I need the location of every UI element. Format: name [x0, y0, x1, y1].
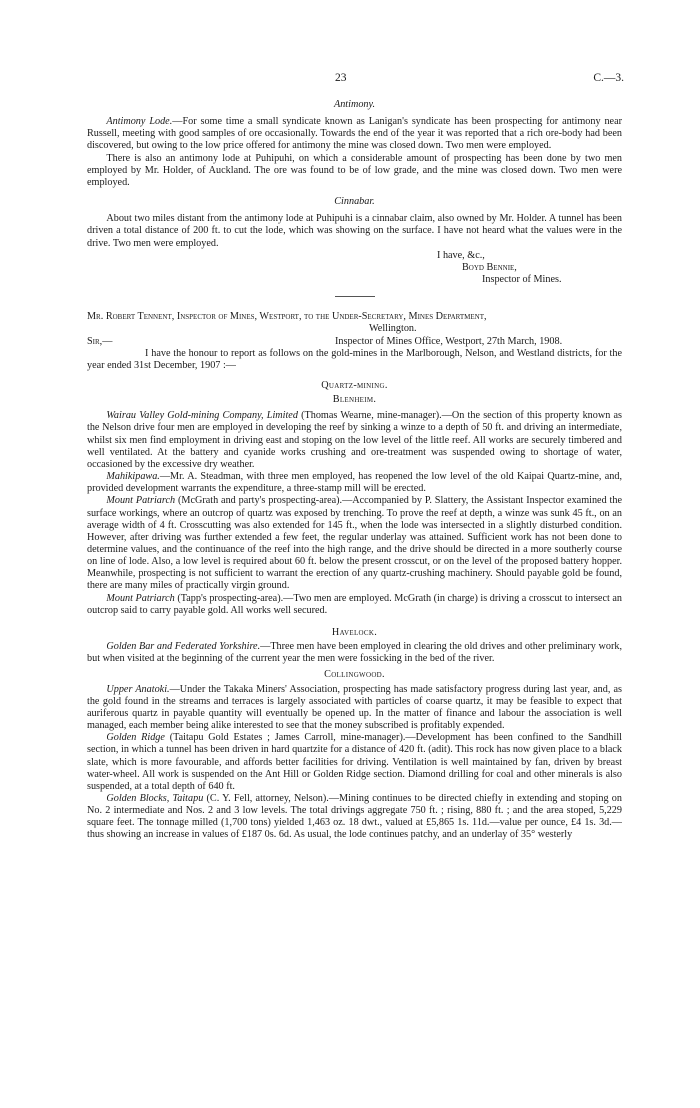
- letter-from-line-2: Wellington.: [369, 323, 417, 335]
- section-heading-antimony: Antimony.: [333, 99, 376, 110]
- paragraph-upper-anatoki: [87, 684, 622, 733]
- letter-from-line: Mr. Robert Tennent, Inspector of Mines, Westport, to the Under-Secretary, Mines Department,: [87, 311, 487, 323]
- paragraph-text: (Tapp's prospecting-area).—Two men are employed. McGrath (in charge) is driving a crosscut to intersect an outcrop said to carry payable gold. All works well secured.: [87, 592, 622, 616]
- letter-header: [87, 311, 622, 372]
- section-divider: [335, 296, 375, 297]
- paragraph-title: Golden Bar and Federated Yorkshire.: [106, 641, 261, 653]
- paragraph-title: Upper Anatoki.: [106, 683, 170, 695]
- paragraph-title: Mount Patriarch: [106, 592, 175, 604]
- signature-block: [87, 250, 622, 286]
- paragraph-mount-patriarch-mcgrath: [87, 495, 622, 592]
- paragraph-title: Mount Patriarch: [106, 495, 176, 507]
- letter-intro: I have the honour to report as follows on the gold-mines in the Marlborough, Nelson, and Westland districts, for the year ended 31st December, 1907 :—: [87, 347, 622, 371]
- paragraph-text: (McGrath and party's prospecting-area).—Accompanied by P. Slattery, the Assistant Inspector examined the surface workings, where an outcrop of quartz was exposed by trenching. To prove the reef at depth, a winze was sunk 45 ft., on an average width of 4 ft. Crosscutting was also extended for 145 ft., when the lode was intersected in a slightly disturbed condition. However, after driving was further extended a few feet, the regular underlay was attained. Sufficient work has not been done to determine values, and the continuance of the reef into the high range, and the drive should be directed in a more southerly course on line of lode. Also, a low level is required about 60 ft. below the present crosscut, or on the level of the proposed battery hopper. Meanwhile, prospecting is not sufficient to warrant the erection of any quartz-crushing machinery. Should payable gold be found, there are many miles of practically virgin ground.: [87, 495, 622, 592]
- page-number: 23: [335, 72, 347, 84]
- page-header: [0, 72, 700, 86]
- subheading-havelock: Havelock.: [331, 626, 378, 638]
- paragraph-mahikipawa: [87, 471, 622, 495]
- paragraph-text: —Mr. A. Steadman, with three men employed, has reopened the low level of the old Kaipai Quartz-mine, and, provided development warrants the expenditure, a three-stamp mill will be erected.: [87, 471, 622, 495]
- letter-dateline: Inspector of Mines Office, Westport, 27th March, 1908.: [335, 335, 563, 347]
- paragraph-text: (C. Y. Fell, attorney, Nelson).—Mining continues to be directed chiefly in extending and stoping on No. 2 intermediate and Nos. 2 and 3 low levels. The total drivings aggregate 750 ft. ; rising, 880 ft. ; and the area stoped, 5,229 square feet. The tonnage milled (1,700 tons) yielded 1,463 oz. 18 dwt., valued at £5,865 1s. 11d.—value per ounce, £4 1s. 3d.—thus showing an increase in values of £187 0s. 6d. As usual, the lode continues patchy, and an underlay of 35° westerly: [87, 792, 622, 841]
- paragraph-golden-ridge: [87, 732, 622, 793]
- paragraph-title: Wairau Valley Gold-mining Company, Limited: [106, 410, 298, 422]
- paragraph-title: Golden Blocks, Taitapu: [106, 792, 204, 804]
- paragraph-title: Golden Ridge: [106, 732, 165, 744]
- section-heading-cinnabar: Cinnabar.: [334, 196, 375, 208]
- paragraph-golden-blocks: [87, 793, 622, 842]
- signature-title: Inspector of Mines.: [482, 274, 562, 286]
- document-reference: C.—3.: [593, 72, 624, 84]
- paragraph-title: Mahikipawa.: [106, 471, 160, 483]
- paragraph-title: Antimony Lode.: [106, 116, 173, 128]
- paragraph-puhipuhi-antimony: There is also an antimony lode at Puhipuhi, on which a considerable amount of prospecting has been done by two men employed by Mr. Holder, of Auckland. The ore was found to be of low grade, and the mine was closed down. Two men were employed.: [87, 152, 622, 188]
- paragraph-text: —Three men have been employed in clearing the old drives and other preliminary work, but when visited at the beginning of the current year the men were fossicking in the bed of the river.: [87, 641, 622, 665]
- paragraph-text: —Under the Takaka Miners' Association, prospecting has made satisfactory progress during last year, and, as the gold found in the streams and terraces is largely associated with particles of coarse quartz, it may be feasible to expect that auriferous quartz in payable quantity will eventually be opened up. In the matter of finance and labour the association is well managed, each member being alike interested to see that the money subscribed is profitably expended.: [87, 683, 622, 732]
- paragraph-text: —For some time a small syndicate known as Lanigan's syndicate has been prospecting for antimony near Russell, meeting with good samples of ore occasionally. Towards the end of the year it was reported that a rich ore-body had been discovered, but owing to the low price offered for antimony the mine was closed down. Two men were employed.: [87, 116, 622, 152]
- subheading-blenheim: Blenheim.: [332, 394, 377, 406]
- page-body: [87, 98, 622, 842]
- paragraph-antimony-lode: [87, 116, 622, 152]
- subheading-collingwood: Collingwood.: [324, 669, 385, 681]
- section-heading-quartz-mining: Quartz-mining.: [321, 379, 388, 391]
- signature-name: Boyd Bennie,: [462, 261, 517, 273]
- paragraph-text: (Thomas Wearne, mine-manager).—On the section of this property known as the Nelson drive four men are employed in developing the reef by sinking a winze to a depth of 50 ft. and driving an intermediate, whilst six men find employment in driving east and stoping on the low level of the little reef. All works are securely timbered and well ventilated. At the battery and cyanide works crushing and ore-treatment was suspended owing to shortage of water, occasioned by the excessive dry weather.: [87, 410, 622, 470]
- signature-closing: I have, &c.,: [437, 249, 485, 261]
- paragraph-wairau: [87, 410, 622, 471]
- paragraph-mount-patriarch-tapp: [87, 593, 622, 617]
- paragraph-golden-bar: [87, 641, 622, 665]
- letter-salutation: Sir,—: [87, 335, 113, 347]
- paragraph-text: (Taitapu Gold Estates ; James Carroll, mine-manager).—Development has been confined to the Sandhill section, in which a tunnel has been driven in hard quartzite for a distance of 420 ft. (adit). This rock has now given place to a black slate, which is more favourable, and affords better facilities for driving. Ventilation is well maintained by fan, driven by breast water-wheel. All work is suspended on the Ant Hill or Golden Ridge section. Diamond drilling for coal and other minerals is also suspended, at a total depth of 640 ft.: [87, 732, 622, 792]
- paragraph-cinnabar: About two miles distant from the antimony lode at Puhipuhi is a cinnabar claim, also owned by Mr. Holder. A tunnel has been driven a total distance of 200 ft. to cut the lode, which was showing on the surface. I have not heard what the values were in the drive. Two men were employed.: [87, 213, 622, 249]
